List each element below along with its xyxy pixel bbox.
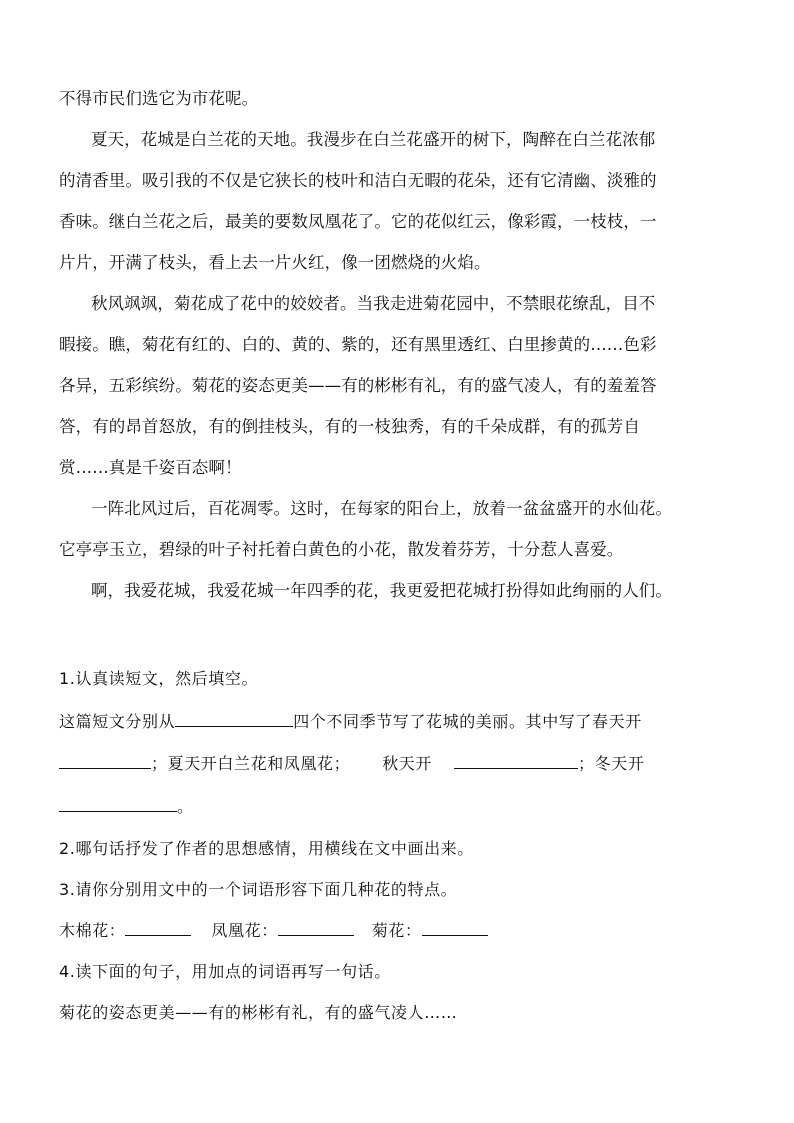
spring-flower-blank[interactable] (59, 754, 151, 769)
passage-line: 不得市民们选它为市花呢。 (59, 89, 259, 108)
passage-line: 啊，我爱花城，我爱花城一年四季的花，我更爱把花城打扮得如此绚丽的人们。 (91, 581, 672, 600)
mumian-label: 木棉花： (59, 921, 126, 940)
question-1-text: 秋天开 (382, 754, 433, 773)
question-1-text: ；夏天开白兰花和凤凰花； (151, 754, 351, 773)
passage-line: 一阵北风过后，百花凋零。这时，在每家的阳台上，放着一盆盆盛开的水仙花。 (91, 499, 672, 518)
passage-line: 的清香里。吸引我的不仅是它狭长的枝叶和洁白无暇的花朵，还有它清幽、淡雅的 (59, 171, 657, 190)
question-1-title: 1.认真读短文，然后填空。 (59, 669, 259, 688)
question-2: 2.哪句话抒发了作者的思想感情，用横线在文中画出来。 (59, 839, 474, 858)
passage-line: 秋风飒飒，菊花成了花中的姣姣者。当我走进菊花园中，不禁眼花缭乱，目不 (91, 294, 656, 313)
question-4-sentence: 菊花的姿态更美——有的彬彬有礼，有的盛气凌人…… (59, 1003, 458, 1022)
mumian-answer-blank[interactable] (125, 921, 191, 936)
juhua-label: 菊花： (371, 921, 422, 940)
passage-line: 片片，开满了枝头，看上去一片火红，像一团燃烧的火焰。 (59, 253, 491, 272)
winter-flower-blank[interactable] (59, 797, 177, 812)
fenghuang-answer-blank[interactable] (278, 921, 354, 936)
question-3-title: 3.请你分别用文中的一个词语形容下面几种花的特点。 (59, 880, 458, 899)
question-3-answers (59, 921, 488, 941)
passage-line: 暇接。瞧，菊花有红的、白的、黄的、紫的，还有黑里透红、白里掺黄的……色彩 (59, 335, 657, 354)
passage-line: 答，有的昂首怒放，有的倒挂枝头，有的一枝独秀，有的千朵成群，有的孤芳自 (59, 417, 640, 436)
passage-line: 夏天，花城是白兰花的天地。我漫步在白兰花盛开的树下，陶醉在白兰花浓郁 (91, 130, 656, 149)
question-1-line-1 (59, 712, 642, 732)
question-1-text: 。 (177, 797, 194, 816)
question-1-line-2 (59, 754, 644, 774)
fenghuang-label: 凤凰花： (211, 921, 278, 940)
passage-line: 香味。继白兰花之后，最美的要数凤凰花了。它的花似红云，像彩霞，一枝枝，一 (59, 212, 657, 231)
autumn-flower-blank[interactable] (454, 754, 578, 769)
question-1-text: 这篇短文分别从 (59, 712, 176, 731)
question-1-text: 四个不同季节写了花城的美丽。其中写了春天开 (293, 712, 642, 731)
question-4-title: 4.读下面的句子，用加点的词语再写一句话。 (59, 962, 391, 981)
juhua-answer-blank[interactable] (422, 921, 488, 936)
question-1-text: ；冬天开 (578, 754, 645, 773)
seasons-answer-blank[interactable] (175, 712, 293, 727)
passage-line: 各异，五彩缤纷。菊花的姿态更美——有的彬彬有礼，有的盛气凌人，有的羞羞答 (59, 376, 657, 395)
question-1-line-3 (59, 797, 194, 817)
passage-line: 它亭亭玉立，碧绿的叶子衬托着白黄色的小花，散发着芬芳，十分惹人喜爱。 (59, 540, 624, 559)
passage-line: 赏……真是千姿百态啊！ (59, 458, 242, 477)
